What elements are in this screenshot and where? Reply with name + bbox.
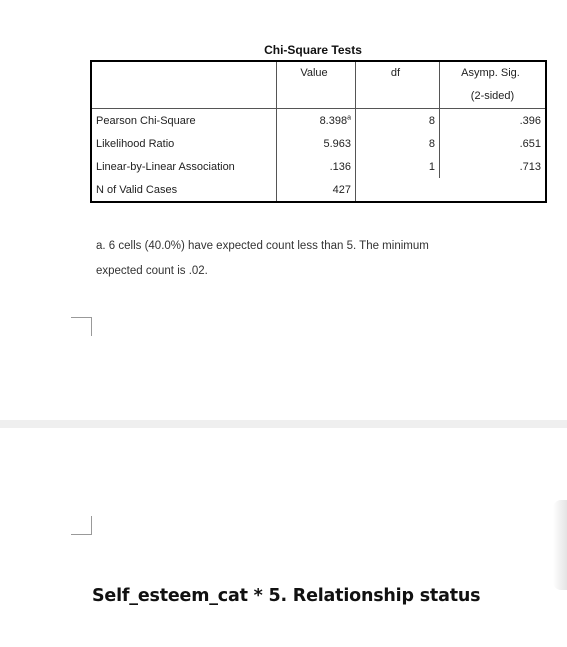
scroll-edge-shadow [553, 500, 567, 590]
table-row [91, 109, 546, 133]
row-sig [440, 178, 547, 202]
document-page-bottom [0, 428, 567, 647]
header-sig-line1: Asymp. Sig. [440, 61, 547, 84]
row-label: Linear-by-Linear Association [96, 160, 235, 173]
page-corner-mark [71, 516, 92, 535]
row-sig: .396 [440, 109, 547, 133]
row-df: 8 [356, 132, 440, 155]
table-row [91, 155, 546, 178]
footnote-marker: a [347, 113, 351, 121]
header-value-cont [277, 84, 356, 109]
row-df [356, 178, 440, 202]
footnote-line-2: expected count is .02. [96, 265, 208, 277]
page-corner-mark [71, 317, 92, 336]
row-label: Likelihood Ratio [96, 137, 175, 150]
table-header-row [91, 61, 546, 84]
row-value: .136 [277, 155, 356, 178]
section-heading: Self_esteem_cat * 5. Relationship status [92, 586, 481, 606]
row-df: 8 [356, 109, 440, 133]
table-title: Chi-Square Tests [264, 43, 362, 57]
header-df: df [356, 61, 440, 84]
header-sig-line2: (2-sided) [440, 84, 547, 109]
page-separator [0, 420, 567, 428]
table-row [91, 178, 546, 202]
table-footnote [96, 234, 496, 284]
row-value: 427 [277, 178, 356, 202]
row-sig: .651 [440, 132, 547, 155]
row-label: Pearson Chi-Square [96, 114, 196, 127]
chi-square-table [90, 60, 547, 203]
header-value: Value [277, 61, 356, 84]
row-value: 5.963 [277, 132, 356, 155]
table-row [91, 132, 546, 155]
row-value-number: 8.398 [319, 114, 348, 127]
footnote-line-1: a. 6 cells (40.0%) have expected count less than 5. The minimum [96, 240, 429, 252]
row-sig: .713 [440, 155, 547, 178]
header-empty-cell [91, 61, 277, 109]
row-label: N of Valid Cases [96, 183, 178, 196]
row-value [277, 109, 356, 133]
row-df: 1 [356, 155, 440, 178]
header-df-cont [356, 84, 440, 109]
